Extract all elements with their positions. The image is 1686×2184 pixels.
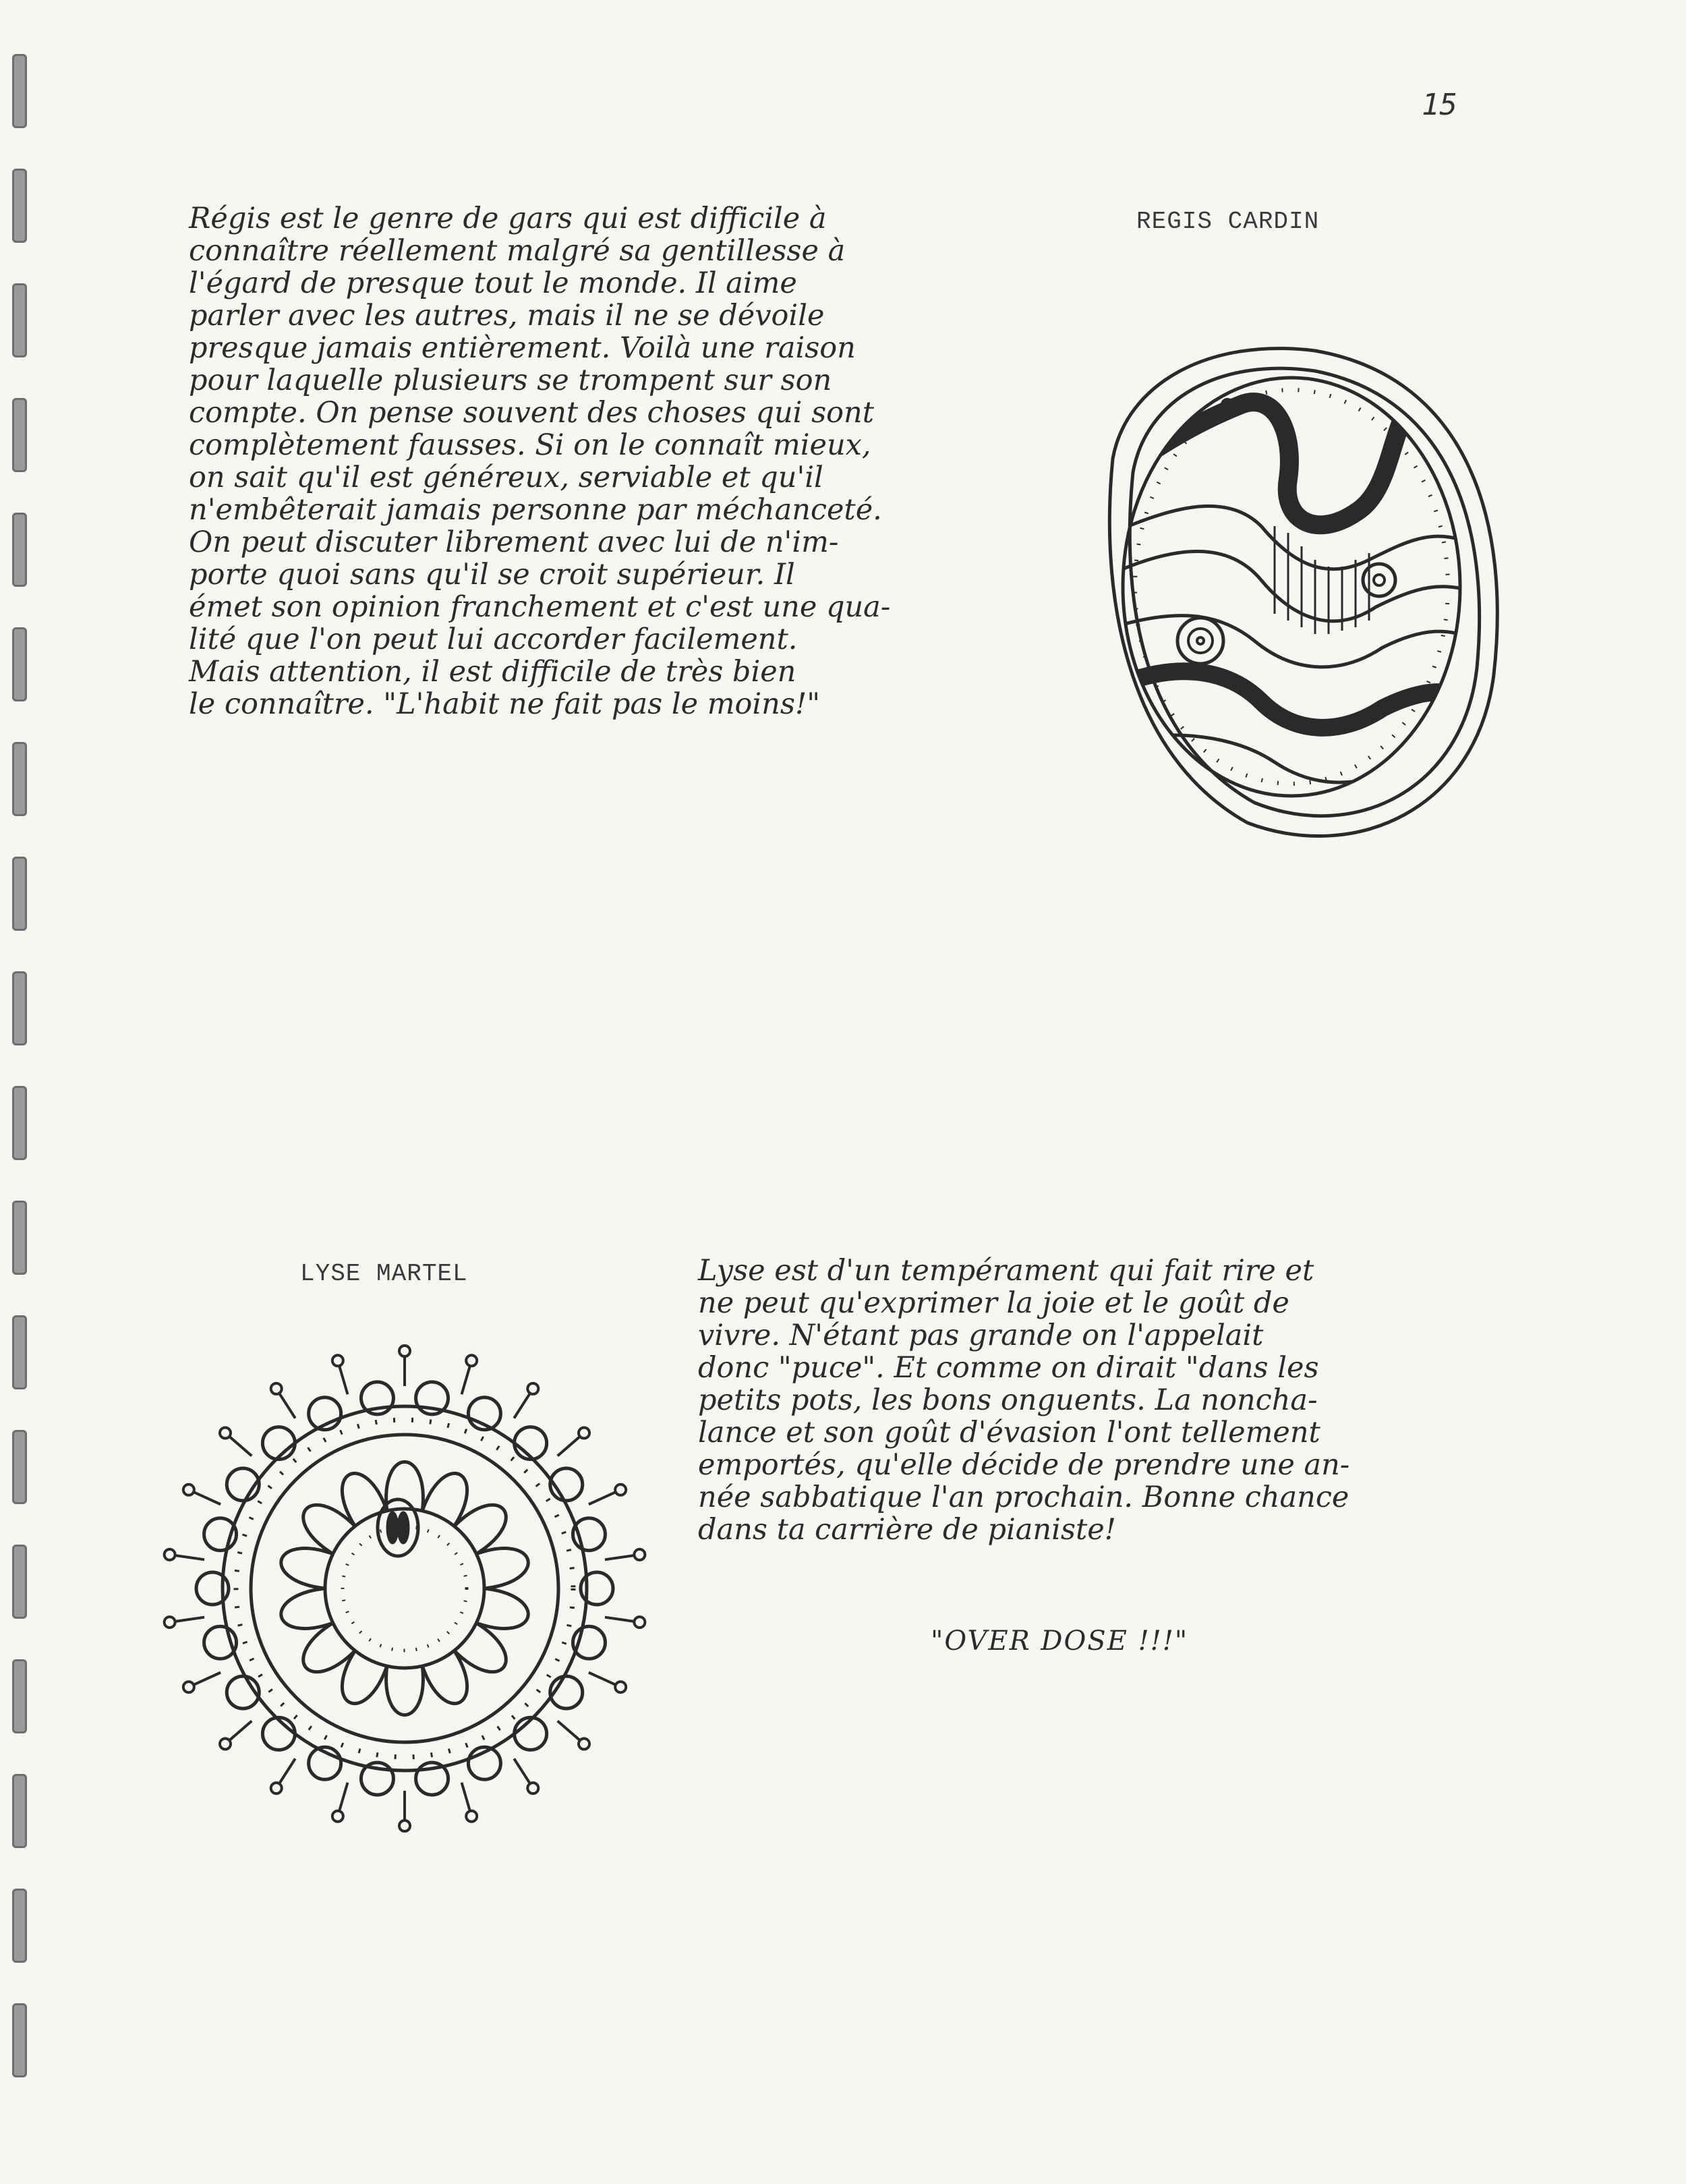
binding-hole xyxy=(12,1315,27,1389)
text-line: vivre. N'étant pas grande on l'appelait xyxy=(698,1319,1264,1352)
binding-hole xyxy=(12,54,27,128)
text-line: lance et son goût d'évasion l'ont tellement xyxy=(698,1416,1320,1449)
text-line: n'embêterait jamais personne par méchanceté. xyxy=(189,493,882,527)
text-line: née sabbatique l'an prochain. Bonne chance xyxy=(698,1481,1349,1514)
text-line: Mais attention, il est difficile de très bien xyxy=(189,655,796,689)
lyse-name-heading: LYSE MARTEL xyxy=(300,1260,468,1288)
text-line: complètement fausses. Si on le connaît mieux, xyxy=(189,428,871,462)
text-line: presque jamais entièrement. Voilà une raison xyxy=(189,331,856,365)
text-line: émet son opinion franchement et c'est une qua- xyxy=(189,590,891,624)
text-line: compte. On pense souvent des choses qui sont xyxy=(189,396,875,430)
text-line: porte quoi sans qu'il se croit supérieur. Il xyxy=(189,558,795,592)
text-line: ne peut qu'exprimer la joie et le goût de xyxy=(698,1286,1289,1320)
text-line: petits pots, les bons onguents. La noncha- xyxy=(698,1383,1318,1417)
binding-hole xyxy=(12,1201,27,1275)
binding-hole xyxy=(12,857,27,931)
regis-description xyxy=(189,202,890,720)
text-line: Régis est le genre de gars qui est difficile à xyxy=(189,202,827,235)
ink-oval-wave-pattern-icon xyxy=(1072,324,1504,857)
binding-hole xyxy=(12,627,27,701)
binding-hole xyxy=(12,513,27,587)
text-line: le connaître. "L'habit ne fait pas le moins!" xyxy=(189,687,821,721)
binding-hole xyxy=(12,2003,27,2077)
binding-hole xyxy=(12,742,27,816)
ink-flower-mandala-icon xyxy=(162,1346,647,1831)
text-line: l'égard de presque tout le monde. Il aime xyxy=(189,266,797,300)
regis-name-heading: REGIS CARDIN xyxy=(1136,208,1320,235)
binding-hole xyxy=(12,1659,27,1733)
page-number: 15 xyxy=(1422,88,1457,122)
binding-hole xyxy=(12,1086,27,1160)
lyse-description xyxy=(698,1255,1349,1546)
text-line: On peut discuter librement avec lui de n'im- xyxy=(189,525,839,559)
binding-hole xyxy=(12,1545,27,1619)
binding-hole xyxy=(12,283,27,357)
lyse-quote: "OVER DOSE !!!" xyxy=(931,1626,1189,1657)
spiral-binding xyxy=(0,0,40,2184)
text-line: pour laquelle plusieurs se trompent sur son xyxy=(189,364,832,397)
text-line: emportés, qu'elle décide de prendre une an- xyxy=(698,1448,1350,1482)
text-line: dans ta carrière de pianiste! xyxy=(698,1513,1116,1547)
text-line: donc "puce". Et comme on dirait "dans les xyxy=(698,1351,1319,1385)
text-line: lité que l'on peut lui accorder facilement. xyxy=(189,623,798,656)
text-line: connaître réellement malgré sa gentillesse à xyxy=(189,234,846,268)
binding-hole xyxy=(12,1889,27,1963)
text-line: on sait qu'il est généreux, serviable et qu'il xyxy=(189,461,823,494)
binding-hole xyxy=(12,398,27,472)
binding-hole xyxy=(12,971,27,1045)
binding-hole xyxy=(12,1430,27,1504)
binding-hole xyxy=(12,169,27,243)
text-line: parler avec les autres, mais il ne se dévoile xyxy=(189,299,825,333)
binding-hole xyxy=(12,1774,27,1848)
text-line: Lyse est d'un tempérament qui fait rire et xyxy=(698,1254,1314,1288)
